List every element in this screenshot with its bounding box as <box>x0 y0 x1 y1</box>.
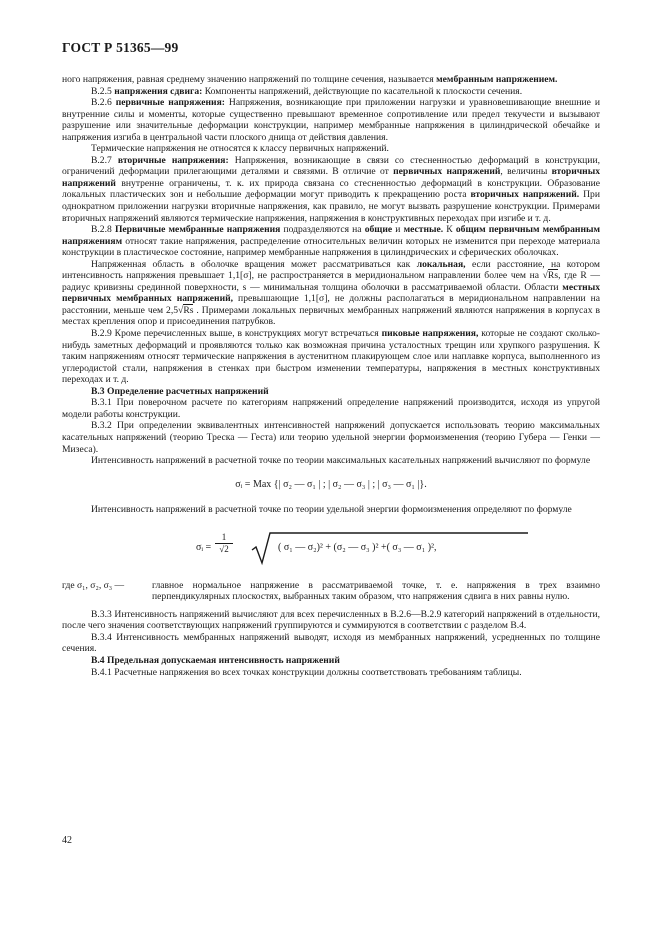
term: Первичные мембранные напряжения <box>114 224 281 236</box>
term: первичных напряжений <box>393 166 501 178</box>
term: местных первичных мембранных напряжений, <box>62 281 600 305</box>
paragraph-continuation <box>62 74 600 86</box>
term: вторичных напряжений <box>62 166 600 189</box>
fraction-denominator: √2 <box>219 543 229 554</box>
paragraph-thermal: Термические напряжения не относятся к классу первичных напряжений. <box>91 143 389 155</box>
term: локальная, <box>416 258 466 270</box>
term: первичные напряжения: <box>115 97 225 109</box>
paragraph-local-area <box>62 259 600 328</box>
term: общие <box>364 224 393 236</box>
clause-b27 <box>62 155 600 224</box>
variable-description: главное нормальное напряжение в рассматриваемой точке, т. е. напряжения в трех взаимно перпендикулярных плоскостях, выбранных таким образом, что напряжения сдвига в них равны нулю. <box>152 579 600 603</box>
paragraph-intensity-mises: Интенсивность напряжений в расчетной точке по теории удельной энергии формоизменения определяют по формуле <box>91 504 572 516</box>
sqrt-radicand: Rs <box>183 304 194 316</box>
term: напряжения сдвига: <box>114 85 203 97</box>
formula-tresca: σᵢ = Max {| σ₂ — σ₁ | ; | σ₂ — σ₃ | ; | σ₃ — σ₁ |}. <box>235 478 427 490</box>
clause-number: В.2.7 <box>91 154 118 166</box>
term: местные. <box>403 224 444 236</box>
clause-b31: В.3.1 При поверочном расчете по категориям напряжений определение напряжений производится, исходя из упругой модели работы конструкции. <box>62 397 600 420</box>
text: , где R — радиус кривизны срединной поверхности, s — минимальная толщина оболочки в рассматриваемой области. Области <box>62 270 600 293</box>
text: К <box>443 224 456 236</box>
clause-b25 <box>62 86 600 98</box>
clause-number: В.2.9 <box>91 328 112 340</box>
text: Напряжения, возникающие при приложении нагрузки и уравновешивающие внешние и внутренние силы и моменты, которые существенно превышают временное сопротивление или предел текучести и вызывают разрушение или значительные деформации конструкции, например мембранные напряжения в цилиндрической обечайке и напряжения изгиба в центральной части плоского днища от действия давления. <box>62 97 600 143</box>
term: вторичных напряжений. <box>470 189 580 201</box>
term: вторичные напряжения: <box>117 154 229 166</box>
document-body <box>62 74 600 678</box>
term: общим первичным мембранным напряжениям <box>62 224 601 247</box>
clause-number: В.2.6 <box>91 97 116 109</box>
clause-b32: В.3.2 При определении эквивалентных интенсивностей напряжений допускается использовать теорию максимальных касательных напряжений (теорию Треска — Геста) или теорию удельной энергии формоизменения (теорию Губера — Генки — Мизеса). <box>62 420 600 455</box>
fraction-numerator: 1 <box>215 532 233 544</box>
text: которые не создают сколько-нибудь заметных деформаций и проявляются только как возможная причина усталостных трещин или хрупкого разрушения. К таким напряжениям относят термические напряжения в аустенитном плакирующем слое или наплавке корпуса, выполненного из углеродистой стали, напряжения в стенках при быстром изменении температуры, напряжения в местных конструктивных переходах и т. д. <box>62 328 601 386</box>
text: внутренне ограничены, т. к. их природа связана со стесненностью деформаций в конструкции. Образование локальных пластических зон и небольшие деформации могут приводить к прекращению роста <box>62 177 600 201</box>
text: если расстояние, на котором интенсивность напряжения превышает 1,1[σ], не распространяется в меридиональном направлении более чем на √ <box>62 258 600 282</box>
formula-mises <box>62 530 600 574</box>
clause-b34: В.3.4 Интенсивность мембранных напряжений выводят, исходя из мембранных напряжений, усредненных по толщине сечения. <box>62 631 600 655</box>
text: Напряженная область в оболочке вращения может рассматриваться как <box>91 258 417 270</box>
variable-definition <box>62 580 600 603</box>
formula-lhs: σᵢ = <box>196 541 212 553</box>
paragraph-intensity-tresca: Интенсивность напряжений в расчетной точке по теории максимальных касательных напряжений вычисляют по формуле <box>91 455 591 467</box>
clause-number: В.2.5 <box>91 85 115 97</box>
clause-b28 <box>62 224 600 259</box>
text: , величины <box>500 166 552 178</box>
term: мембранным напряжением. <box>436 74 558 85</box>
clause-b41: В.4.1 Расчетные напряжения во всех точках конструкции должны соответствовать требованиям таблицы. <box>91 666 522 678</box>
text: и <box>392 224 404 236</box>
text: . Примерами локальных первичных мембранных напряжений являются напряжения в корпусах в местах крепления опор и присоединения патрубков. <box>62 304 601 328</box>
fraction <box>215 532 233 555</box>
document-page <box>62 40 600 678</box>
variable-label: где σ₁, σ₂, σ₃ — <box>62 579 125 591</box>
section-heading-b4: В.4 Предельная допускаемая интенсивность напряжений <box>91 654 340 666</box>
text: относят такие напряжения, распределение относительных величин которых не изменится при переходе материала конструкции в пластическое состояние, например мембранные напряжения в цилиндрических и сферических оболочках. <box>62 235 600 259</box>
text: Напряжения, возникающие в связи со стесненностью деформаций в конструкции, ограничений деформации прилегающими деталями и связями. В отличие от <box>62 154 600 178</box>
section-heading-b3: В.3 Определение расчетных напряжений <box>91 385 269 397</box>
clause-number: В.2.8 <box>91 224 115 236</box>
clause-b33: В.3.3 Интенсивность напряжений вычисляют для всех перечисленных в В.2.6—В.2.9 категорий напряжений в отдельности, после чего значения соответствующих напряжений группируются и суммируются в соответствии с разделом В.4. <box>62 608 600 632</box>
text: При однократном приложении нагрузки вторичные напряжения, как правило, не могут вызвать разрушение конструкции. Примерами вторичных напряжений являются термические напряжения, напряжения в конструктивных переходах при изгибе и т. д. <box>62 189 600 224</box>
text: ного напряжения, равная среднему значению напряжений по толщине сечения, называется <box>62 74 437 85</box>
formula-radicand: ( σ₁ — σ₂)² + (σ₂ — σ₃ )² +( σ₃ — σ₁ )², <box>278 541 437 553</box>
text: подразделяются на <box>280 224 365 236</box>
document-header: ГОСТ Р 51365—99 <box>62 40 179 55</box>
text: превышающие 1,1[σ], не должны располагаться в меридиональном направлении на расстоянии, меньше чем 2,5√ <box>62 293 600 316</box>
text: Компоненты напряжений, действующие по касательной к плоскости сечения. <box>202 85 523 97</box>
term: пиковые напряжения, <box>381 328 479 340</box>
clause-b29 <box>62 328 600 386</box>
text: Кроме перечисленных выше, в конструкциях могут встречаться <box>111 328 382 340</box>
sqrt-radicand: Rs <box>547 270 559 282</box>
page-number: 42 <box>62 835 72 846</box>
clause-b26 <box>62 97 600 143</box>
